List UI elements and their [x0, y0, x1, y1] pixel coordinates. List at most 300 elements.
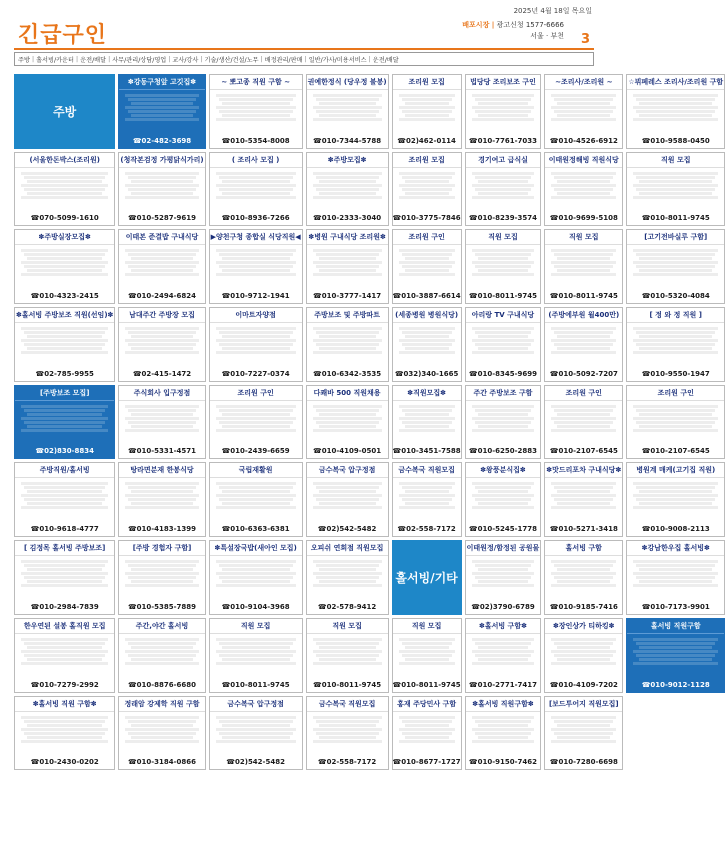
job-ad-title: 탕라면분재 한봉식당 — [119, 463, 204, 478]
job-ad[interactable] — [209, 152, 303, 227]
job-ad-phone[interactable]: ☎010-9012-1128 — [641, 680, 710, 689]
job-ad-body-line — [475, 720, 532, 723]
job-ad-phone[interactable]: ☎010-5092-7207 — [549, 369, 618, 378]
job-ad-phone[interactable]: ☎010-4526-6912 — [549, 136, 618, 145]
job-ad-body — [15, 556, 114, 601]
job-ad-body-line — [216, 94, 296, 97]
job-ad-body — [210, 556, 302, 601]
job-ad-body — [210, 90, 302, 135]
job-ad-body-line — [478, 502, 529, 505]
classified-grid — [14, 74, 724, 848]
job-ad-body-line — [557, 646, 610, 649]
job-ad-phone[interactable]: ☎010-3775-7846 — [392, 214, 461, 223]
category-item[interactable]: 교사/강사 — [172, 56, 199, 64]
job-ad-body-line — [633, 417, 718, 420]
job-ad-body-line — [313, 494, 382, 497]
job-ad[interactable] — [626, 618, 725, 693]
job-ad-phone[interactable]: ☎010-3887-6614 — [392, 292, 461, 301]
ad-phone-number[interactable]: 광고신청 1577-6666 — [496, 21, 564, 29]
job-ad-body-line — [399, 728, 455, 731]
job-ad-phone[interactable]: ☎010-5331-4571 — [127, 447, 197, 456]
job-ad-title: (청작본검정 가평닭식가리) — [119, 153, 204, 168]
job-ad[interactable] — [118, 462, 205, 537]
job-ad-body-line — [219, 498, 293, 501]
job-ad[interactable] — [306, 696, 389, 771]
job-ad-body-line — [551, 196, 616, 199]
job-ad[interactable] — [465, 229, 542, 304]
job-ad-body — [627, 634, 724, 679]
job-ad[interactable] — [118, 152, 205, 227]
job-ad-body-line — [554, 654, 613, 657]
job-ad-phone[interactable]: ☎010-2984-7839 — [30, 602, 99, 611]
job-ad-phone[interactable]: ☎010-5271-3418 — [549, 525, 618, 534]
job-ad[interactable] — [392, 462, 462, 537]
job-ad-body-line — [128, 642, 195, 645]
job-ad[interactable] — [544, 540, 623, 615]
job-ad-body-line — [475, 343, 532, 346]
job-ad-body-line — [551, 560, 616, 563]
job-ad-body-line — [557, 425, 610, 428]
job-ad-body-line — [24, 265, 105, 268]
job-ad-body-line — [313, 94, 382, 97]
job-ad-title: 조리원 모집 — [393, 153, 461, 168]
job-ad-body-line — [405, 425, 449, 428]
job-ad-phone[interactable]: ☎010-9550-1947 — [641, 369, 710, 378]
job-ad[interactable] — [465, 74, 542, 149]
job-ad-body-line — [24, 188, 105, 191]
job-ad[interactable] — [306, 618, 389, 693]
job-ad-body-line — [557, 257, 610, 260]
category-item[interactable]: 운전/배달 — [80, 56, 107, 64]
job-ad[interactable] — [626, 462, 725, 537]
job-ad-phone[interactable]: ☎010-9712-1941 — [221, 292, 290, 301]
job-ad-body-line — [402, 642, 452, 645]
job-ad-body-line — [27, 269, 102, 272]
job-ad-phone[interactable]: ☎010-5354-8008 — [221, 136, 290, 145]
job-ad[interactable] — [209, 696, 303, 771]
job-ad-body-line — [27, 347, 102, 350]
job-ad[interactable] — [118, 229, 205, 304]
job-ad-body-line — [319, 646, 376, 649]
job-ad-title: 경기여고 급식실 — [466, 153, 541, 168]
job-ad-phone[interactable]: ☎010-2333-3040 — [313, 214, 382, 223]
job-ad[interactable] — [626, 74, 725, 149]
section-label-text: 주방 — [53, 104, 77, 119]
job-ad-body-line — [639, 257, 712, 260]
job-ad-phone[interactable]: ☎010-5287-9619 — [127, 214, 197, 223]
job-ad[interactable] — [544, 152, 623, 227]
job-ad[interactable] — [626, 229, 725, 304]
job-ad-body-line — [219, 110, 293, 113]
job-ad-phone[interactable]: ☎010-8011-9745 — [468, 292, 538, 301]
category-item[interactable]: 사무/관리/상담/영업 — [112, 56, 167, 64]
job-ad-phone[interactable]: ☎010-8677-1727 — [392, 758, 461, 767]
job-ad[interactable] — [209, 385, 303, 460]
job-ad-phone[interactable]: ☎010-5320-4084 — [641, 292, 710, 301]
job-ad-phone[interactable]: ☎010-4109-0501 — [313, 447, 382, 456]
job-ad-body-line — [399, 494, 455, 497]
job-ad-body — [119, 245, 204, 290]
job-ad-phone[interactable]: ☎010-6250-2883 — [468, 447, 538, 456]
job-ad-phone[interactable]: ☎02-785-9955 — [35, 369, 94, 378]
job-ad-body-line — [475, 564, 532, 567]
job-ad-body-line — [472, 405, 535, 408]
job-ad-phone[interactable]: ☎010-9150-7462 — [468, 758, 538, 767]
job-ad-body-line — [633, 572, 718, 575]
job-ad[interactable] — [306, 385, 389, 460]
job-ad-body-line — [27, 568, 102, 571]
category-item[interactable]: 일반/가사/미용서비스 — [308, 56, 367, 64]
job-ad-title: 직원 모집 — [210, 619, 302, 634]
job-ad-body-line — [551, 118, 616, 121]
job-ad-body — [466, 478, 541, 523]
job-ad[interactable] — [118, 385, 205, 460]
job-ad-phone[interactable]: ☎02)462-0114 — [397, 136, 456, 145]
job-ad-phone[interactable]: ☎010-9185-7416 — [549, 602, 618, 611]
job-ad[interactable] — [209, 229, 303, 304]
job-ad[interactable] — [209, 540, 303, 615]
job-ad-phone[interactable]: ☎02-558-7172 — [397, 525, 456, 534]
job-ad[interactable] — [14, 385, 115, 460]
job-ad-title: (주방에부원 월400만) — [545, 308, 622, 323]
job-ad-body-line — [636, 654, 715, 657]
job-ad[interactable] — [306, 229, 389, 304]
job-ad-body-line — [27, 646, 102, 649]
job-ad-title: 주간 주방보조 구함 — [466, 386, 541, 401]
job-ad-phone[interactable]: ☎010-6363-6381 — [221, 525, 290, 534]
job-ad[interactable] — [118, 618, 205, 693]
job-ad-phone[interactable]: ☎010-2771-7417 — [468, 680, 538, 689]
job-ad-title: [ 정 와 정 직원 ] — [627, 308, 724, 323]
category-item[interactable]: 주방 — [18, 56, 30, 64]
issue-date: 2025년 4월 18일 목요일 — [513, 7, 592, 15]
job-ad[interactable] — [306, 462, 389, 537]
job-ad[interactable] — [465, 696, 542, 771]
job-ad[interactable] — [306, 540, 389, 615]
job-ad-phone[interactable]: ☎010-9699-5108 — [549, 214, 618, 223]
job-ad-phone[interactable]: ☎010-2107-6545 — [641, 447, 710, 456]
job-ad-body-line — [399, 716, 455, 719]
job-ad[interactable] — [544, 618, 623, 693]
job-ad-body-line — [125, 339, 198, 342]
job-ad-body-line — [128, 498, 195, 501]
job-ad-body-line — [636, 98, 715, 101]
job-ad[interactable] — [14, 152, 115, 227]
job-ad-phone[interactable]: ☎02-415-1472 — [132, 369, 192, 378]
category-item[interactable]: 기술/생산/건설/노무 — [204, 56, 259, 64]
job-ad-phone[interactable]: ☎010-7227-0374 — [221, 369, 290, 378]
category-item[interactable]: 배정관리/판매 — [264, 56, 303, 64]
job-ad[interactable] — [118, 696, 205, 771]
job-ad-body-line — [222, 335, 290, 338]
job-ad[interactable] — [626, 307, 725, 382]
job-ad-phone[interactable]: ☎010-3777-1417 — [313, 292, 382, 301]
job-ad-body-line — [216, 638, 296, 641]
job-ad[interactable] — [14, 307, 115, 382]
job-ad[interactable] — [544, 462, 623, 537]
job-ad-body-line — [554, 331, 613, 334]
job-ad-body-line — [313, 728, 382, 731]
job-ad-title: ✽왕풍분식집✽ — [466, 463, 541, 478]
job-ad-phone[interactable]: ☎010-2439-6659 — [221, 447, 290, 456]
job-ad-body-line — [21, 662, 108, 665]
job-ad[interactable] — [209, 618, 303, 693]
job-ad[interactable] — [465, 307, 542, 382]
page-header — [0, 0, 604, 50]
job-ad-body-line — [319, 736, 376, 739]
job-ad[interactable] — [392, 74, 462, 149]
job-ad-phone[interactable]: ☎010-9618-4777 — [30, 525, 99, 534]
job-ad-title: 병원계 매케(고기집 직원) — [627, 463, 724, 478]
job-ad-body-line — [639, 658, 712, 661]
job-ad-body-line — [319, 180, 376, 183]
job-ad-body-line — [313, 106, 382, 109]
job-ad-phone[interactable]: ☎070-5099-1610 — [30, 214, 99, 223]
job-ad-body-line — [128, 343, 195, 346]
job-ad-title: [고기전바실루 구함] — [627, 230, 724, 245]
job-ad-body-line — [399, 662, 455, 665]
job-ad-body-line — [478, 257, 529, 260]
job-ad-body-line — [551, 184, 616, 187]
job-ad-phone[interactable]: ☎010-8239-3574 — [468, 214, 538, 223]
job-ad-body-line — [125, 560, 198, 563]
job-ad[interactable] — [118, 74, 205, 149]
job-ad[interactable] — [465, 385, 542, 460]
job-ad[interactable] — [306, 152, 389, 227]
job-ad-body-line — [128, 654, 195, 657]
job-ad-body-line — [633, 106, 718, 109]
job-ad[interactable] — [118, 307, 205, 382]
job-ad-phone[interactable]: ☎010-2430-0202 — [30, 758, 99, 767]
job-ad-body-line — [21, 196, 108, 199]
job-ad[interactable] — [544, 307, 623, 382]
job-ad-body-line — [475, 421, 532, 424]
job-ad-body-line — [313, 716, 382, 719]
job-ad[interactable] — [392, 307, 462, 382]
job-ad-body-line — [316, 343, 379, 346]
job-ad-body-line — [216, 560, 296, 563]
job-ad[interactable] — [544, 74, 623, 149]
job-ad-body-line — [316, 409, 379, 412]
job-ad-body-line — [24, 720, 105, 723]
job-ad-body — [466, 323, 541, 368]
job-ad-body-line — [402, 498, 452, 501]
job-ad-phone[interactable]: ☎010-7761-7033 — [468, 136, 538, 145]
job-ad-body-line — [24, 654, 105, 657]
job-ad-body-line — [636, 486, 715, 489]
job-ad-body-line — [633, 351, 718, 354]
job-ad-phone[interactable]: ☎010-8011-9745 — [221, 680, 290, 689]
job-ad-body — [393, 478, 461, 523]
job-ad-phone[interactable]: ☎010-7279-2992 — [30, 680, 99, 689]
job-ad-phone[interactable]: ☎010-9588-0450 — [641, 136, 710, 145]
job-ad-phone[interactable]: ☎010-2107-6545 — [549, 447, 618, 456]
job-ad-body-line — [131, 192, 192, 195]
job-ad-phone[interactable]: ☎010-8345-9699 — [468, 369, 538, 378]
job-ad[interactable] — [209, 462, 303, 537]
job-ad-phone[interactable]: ☎010-2494-6824 — [127, 292, 197, 301]
job-ad-body — [210, 712, 302, 757]
job-ad-body-line — [478, 114, 529, 117]
job-ad-phone[interactable]: ☎02-482-3698 — [132, 136, 192, 145]
job-ad-body-line — [472, 572, 535, 575]
job-ad-phone[interactable]: ☎010-7280-6698 — [549, 758, 618, 767]
job-ad-title: 한우연된 설봉 홀직원 모집 — [15, 619, 114, 634]
job-ad-phone[interactable]: ☎010-5245-1778 — [468, 525, 538, 534]
job-ad[interactable] — [392, 696, 462, 771]
job-ad-body-line — [319, 347, 376, 350]
job-ad-body-line — [24, 253, 105, 256]
job-ad-body — [545, 401, 622, 446]
job-ad-body-line — [472, 429, 535, 432]
job-ad-body-line — [636, 564, 715, 567]
job-ad-body-line — [554, 409, 613, 412]
job-ad[interactable] — [465, 152, 542, 227]
job-ad[interactable] — [306, 74, 389, 149]
job-ad-phone[interactable]: ☎02-578-9412 — [317, 602, 377, 611]
job-ad-phone[interactable]: ☎010-6342-3535 — [313, 369, 382, 378]
job-ad[interactable] — [626, 152, 725, 227]
job-ad-title: [ 김정목 홀서빙 주방보조] — [15, 541, 114, 556]
job-ad-phone[interactable]: ☎010-4109-7202 — [549, 680, 618, 689]
job-ad-body-line — [551, 273, 616, 276]
job-ad-body-line — [222, 724, 290, 727]
job-ad[interactable] — [392, 229, 462, 304]
job-ad-body-line — [405, 347, 449, 350]
job-ad-body-line — [21, 740, 108, 743]
job-ad-phone[interactable]: ☎010-7344-5788 — [313, 136, 382, 145]
job-ad-phone[interactable]: ☎010-9104-3968 — [221, 602, 290, 611]
job-ad[interactable] — [209, 307, 303, 382]
job-ad-body-line — [313, 560, 382, 563]
job-ad-body-line — [21, 728, 108, 731]
job-ad[interactable] — [306, 307, 389, 382]
job-ad-title: ✽홀서빙 직원 구함✽ — [15, 697, 114, 712]
job-ad-body-line — [316, 498, 379, 501]
job-ad[interactable] — [392, 152, 462, 227]
job-ad-body-line — [313, 572, 382, 575]
job-ad-phone[interactable]: ☎02-558-7172 — [317, 758, 377, 767]
job-ad[interactable] — [118, 540, 205, 615]
job-ad-body-line — [472, 196, 535, 199]
job-ad-body-line — [131, 724, 192, 727]
job-ad-body-line — [472, 261, 535, 264]
job-ad-body-line — [222, 658, 290, 661]
job-ad-body-line — [313, 351, 382, 354]
job-ad[interactable] — [544, 229, 623, 304]
job-ad[interactable] — [14, 229, 115, 304]
job-ad[interactable] — [626, 385, 725, 460]
job-ad-body-line — [125, 572, 198, 575]
job-ad-title: 홀서빙 직원구함 — [627, 619, 724, 634]
job-ad[interactable] — [14, 696, 115, 771]
category-item[interactable]: 홀서빙/카운터 — [36, 56, 75, 64]
job-ad-body-line — [557, 114, 610, 117]
job-ad[interactable] — [626, 540, 725, 615]
job-ad-body — [627, 90, 724, 135]
job-ad[interactable] — [209, 74, 303, 149]
job-ad-body-line — [636, 331, 715, 334]
job-ad-body-line — [24, 409, 105, 412]
job-ad-body-line — [399, 405, 455, 408]
job-ad[interactable] — [544, 385, 623, 460]
job-ad[interactable] — [14, 462, 115, 537]
job-ad-title: ☆뷔페레스 조리사/조리원 구함 — [627, 75, 724, 90]
job-ad-body-line — [27, 502, 102, 505]
category-item[interactable]: 운전/배달 — [372, 56, 399, 64]
job-ad-title: 주방보조 및 주방파트 — [307, 308, 388, 323]
job-ad-phone[interactable]: ☎010-8936-7266 — [221, 214, 290, 223]
job-ad-body-line — [402, 654, 452, 657]
job-ad[interactable] — [392, 385, 462, 460]
job-ad[interactable] — [14, 618, 115, 693]
job-ad[interactable] — [465, 462, 542, 537]
job-ad-body-line — [639, 102, 712, 105]
job-ad[interactable] — [392, 618, 462, 693]
job-ad-phone[interactable]: ☎010-5385-7889 — [127, 602, 197, 611]
job-ad-body-line — [219, 654, 293, 657]
job-ad-phone[interactable]: ☎010-8011-9745 — [313, 680, 382, 689]
job-ad-phone[interactable]: ☎010-8011-9745 — [392, 680, 461, 689]
job-ad-body-line — [222, 114, 290, 117]
category-bar: 주방 | 홀서빙/카운터 | 운전/배달 | 사무/관리/상담/영업 | 교사/강사 | 기술/생산/건설/노무 | 배정관리/판매 | 일반/가사/미용서비스 | 운전/배달 — [14, 52, 594, 66]
job-ad-body — [627, 245, 724, 290]
job-ad-body-line — [633, 506, 718, 509]
job-ad-body — [307, 712, 388, 757]
job-ad-body — [119, 634, 204, 679]
job-ad-phone[interactable]: ☎02)830-8834 — [35, 447, 95, 456]
job-ad-body-line — [633, 560, 718, 563]
job-ad[interactable] — [14, 540, 115, 615]
job-ad[interactable] — [465, 618, 542, 693]
job-ad-phone[interactable]: ☎02)3790-6789 — [471, 602, 535, 611]
job-ad-phone[interactable]: ☎032)340-1665 — [394, 369, 459, 378]
job-ad-body-line — [633, 662, 718, 665]
job-ad-body-line — [216, 351, 296, 354]
job-ad-body-line — [551, 417, 616, 420]
job-ad-body-line — [313, 740, 382, 743]
job-ad[interactable] — [544, 696, 623, 771]
job-ad-phone[interactable]: ☎02)542-5482 — [226, 758, 285, 767]
job-ad-body-line — [399, 417, 455, 420]
job-ad-body-line — [633, 494, 718, 497]
job-ad-body-line — [21, 494, 108, 497]
job-ad-phone[interactable]: ☎010-3184-0866 — [127, 758, 197, 767]
job-ad-body-line — [554, 486, 613, 489]
job-ad-phone[interactable]: ☎010-7173-9901 — [641, 602, 710, 611]
job-ad-title: 홀서빙 구함 — [545, 541, 622, 556]
job-ad-phone[interactable]: ☎010-8876-6680 — [127, 680, 197, 689]
job-ad-phone[interactable]: ☎010-4183-1399 — [127, 525, 197, 534]
job-ad-body — [307, 401, 388, 446]
job-ad-body-line — [405, 646, 449, 649]
job-ad-body-line — [313, 339, 382, 342]
job-ad-phone[interactable]: ☎010-8011-9745 — [641, 214, 710, 223]
job-ad-body-line — [131, 736, 192, 739]
job-ad-phone[interactable]: ☎010-3451-7588 — [392, 447, 461, 456]
job-ad-phone[interactable]: ☎02)542-5482 — [317, 525, 377, 534]
job-ad-title: ✽홀서빙 구함✽ — [466, 619, 541, 634]
job-ad-body-line — [21, 339, 108, 342]
job-ad-phone[interactable]: ☎010-4323-2415 — [30, 292, 99, 301]
job-ad-body-line — [128, 331, 195, 334]
job-ad-body-line — [319, 269, 376, 272]
job-ad-body-line — [478, 580, 529, 583]
job-ad-phone[interactable]: ☎010-8011-9745 — [549, 292, 618, 301]
job-ad[interactable] — [465, 540, 542, 615]
job-ad-body-line — [27, 580, 102, 583]
job-ad-phone[interactable]: ☎010-9008-2113 — [641, 525, 710, 534]
